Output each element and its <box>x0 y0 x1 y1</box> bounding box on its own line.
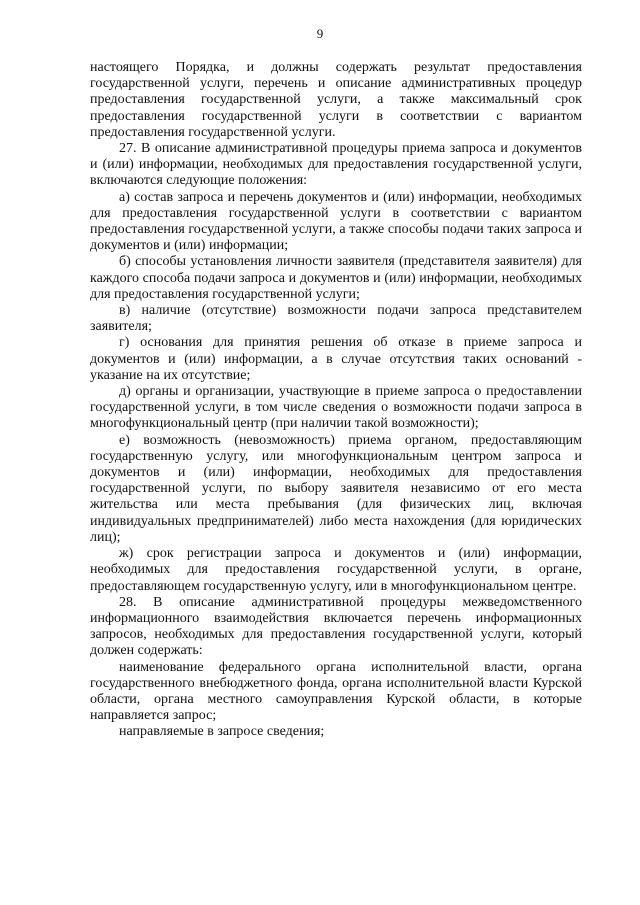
document-body <box>90 60 582 741</box>
list-item-e: е) возможность (невозможность) приема органом, предоставляющим государственную услугу, или многофункциональным центром запроса и документов и (или) информации, необходимых для предоставления государственной услуги, по выбору заявителя независимо от его места жительства или места пребывания (для физических лиц, включая индивидуальных предпринимателей) либо места нахождения (для юридических лиц); <box>90 432 582 545</box>
paragraph: наименование федерального органа исполнительной власти, органа государственного внебюджетного фонда, органа исполнительной власти Курской области, органа местного самоуправления Курской области, в которые направляется запрос; <box>90 659 582 724</box>
paragraph: настоящего Порядка, и должны содержать результат предоставления государственной услуги, перечень и описание административных процедур предоставления государственной услуги, а также максимальный срок предоставления государственной услуги в соответствии с вариантом предоставления государственной услуги. <box>90 60 582 140</box>
page-number: 9 <box>316 26 324 41</box>
list-item-v: в) наличие (отсутствие) возможности подачи запроса представителем заявителя; <box>90 303 582 335</box>
list-item-b: б) способы установления личности заявителя (представителя заявителя) для каждого способа подачи запроса и документов и (или) информации, необходимых для предоставления государственной услуги; <box>90 254 582 302</box>
list-item-d: д) органы и организации, участвующие в приеме запроса о предоставлении государственной услуги, в том числе сведения о возможности подачи запроса в многофункциональный центр (при наличии такой возможности); <box>90 384 582 432</box>
paragraph-item-28: 28. В описание административной процедуры межведомственного информационного взаимодействия включается перечень информационных запросов, необходимых для предоставления государственной услуги, который должен содержать: <box>90 594 582 659</box>
paragraph-item-27: 27. В описание административной процедуры приема запроса и документов и (или) информации, необходимых для предоставления государственной услуги, включаются следующие положения: <box>90 141 582 189</box>
list-item-g: г) основания для принятия решения об отказе в приеме запроса и документов и (или) информации, а в случае отсутствия таких оснований - указание на их отсутствие; <box>90 335 582 383</box>
list-item-a: а) состав запроса и перечень документов и (или) информации, необходимых для предоставления государственной услуги в соответствии с вариантом предоставления государственной услуги, а также способы подачи таких запроса и документов и (или) информации; <box>90 189 582 254</box>
paragraph: направляемые в запросе сведения; <box>119 724 325 740</box>
list-item-zh: ж) срок регистрации запроса и документов и (или) информации, необходимых для предоставления государственной услуги, в органе, предоставляющем государственную услугу, или в многофункциональном центре. <box>90 546 582 594</box>
